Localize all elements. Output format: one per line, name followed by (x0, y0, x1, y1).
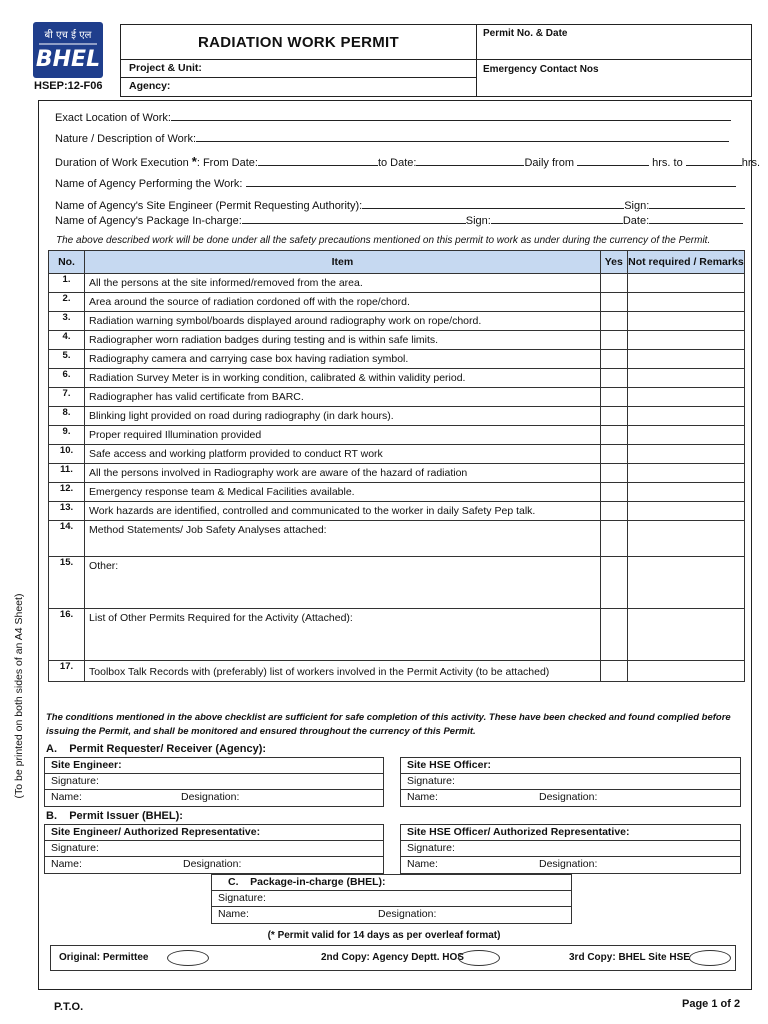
designation-label: Designation: (183, 858, 242, 870)
table-row (49, 350, 745, 369)
row-number: 8. (49, 407, 85, 426)
name-label: Name: (407, 791, 438, 803)
row-number: 3. (49, 312, 85, 331)
row-yes-cell[interactable] (600, 331, 627, 350)
daily-from-label: Daily from (524, 157, 574, 169)
doc-code: HSEP:12-F06 (34, 80, 103, 92)
site-engineer-label: Name of Agency's Site Engineer (Permit Requesting Authority): (55, 200, 363, 212)
row-number: 13. (49, 502, 85, 521)
section-b-right-signature[interactable]: Signature: (401, 841, 740, 857)
section-b-left-box (44, 824, 384, 874)
hrs-label: hrs. (741, 157, 761, 169)
from-date-line[interactable] (258, 155, 378, 166)
row-yes-cell[interactable] (600, 274, 627, 293)
row-remarks-cell[interactable] (627, 350, 744, 369)
row-item: Proper required Illumination provided (85, 426, 601, 445)
table-row (49, 407, 745, 426)
bhel-logo (33, 22, 103, 78)
date-label: Date: (622, 215, 650, 227)
to-date-label: to Date: (377, 157, 417, 169)
table-row (49, 483, 745, 502)
row-item: All the persons involved in Radiography work are aware of the hazard of radiation (85, 464, 601, 483)
row-remarks-cell[interactable] (627, 388, 744, 407)
from-date-label: : From Date: (196, 157, 258, 169)
row-remarks-cell[interactable] (627, 483, 744, 502)
row-remarks-cell[interactable] (627, 426, 744, 445)
section-b-right-title: Site HSE Officer/ Authorized Representative: (401, 825, 740, 841)
table-header-row (49, 251, 745, 274)
hrs-to-label: hrs. to (652, 157, 683, 169)
designation-label: Designation: (539, 791, 598, 803)
row-remarks-cell[interactable] (627, 464, 744, 483)
sign-label: Sign: (624, 200, 650, 212)
row-item: List of Other Permits Required for the Activity (Attached): (85, 609, 601, 661)
row-yes-cell[interactable] (600, 661, 627, 682)
row-remarks-cell[interactable] (627, 331, 744, 350)
section-a-right-box (400, 757, 741, 807)
table-row (49, 521, 745, 557)
section-b-right-box (400, 824, 741, 874)
package-incharge-row[interactable] (55, 213, 743, 227)
agency-field[interactable]: Agency: (121, 78, 477, 96)
row-yes-cell[interactable] (600, 388, 627, 407)
row-yes-cell[interactable] (600, 464, 627, 483)
project-unit-field[interactable]: Project & Unit: (121, 60, 477, 78)
location-line[interactable] (171, 110, 731, 121)
section-a-left-title: Site Engineer: (45, 758, 383, 774)
table-row (49, 312, 745, 331)
table-row (49, 369, 745, 388)
copy-second: 2nd Copy: Agency Deptt. HOS (321, 952, 464, 963)
row-remarks-cell[interactable] (627, 293, 744, 312)
table-row (49, 661, 745, 682)
location-row[interactable] (55, 110, 731, 124)
row-yes-cell[interactable] (600, 483, 627, 502)
side-note (4, 595, 34, 805)
bhel-logo-graphic (33, 22, 103, 78)
duration-star: * (191, 154, 197, 169)
copy-original: Original: Permittee (59, 952, 149, 963)
row-number: 9. (49, 426, 85, 445)
col-yes: Yes (600, 251, 627, 274)
row-number: 14. (49, 521, 85, 557)
section-a-right-name-row[interactable] (401, 790, 740, 806)
table-row (49, 502, 745, 521)
nature-row[interactable] (55, 131, 729, 145)
emergency-contact-field[interactable]: Emergency Contact Nos (483, 64, 599, 75)
pto-label: P.T.O. (54, 1001, 84, 1013)
to-date-line[interactable] (416, 155, 524, 166)
row-remarks-cell[interactable] (627, 609, 744, 661)
section-b-left-name-row[interactable] (45, 857, 383, 873)
row-remarks-cell[interactable] (627, 274, 744, 293)
table-row (49, 557, 745, 609)
nature-label: Nature / Description of Work: (55, 133, 197, 145)
section-a-left-box (44, 757, 384, 807)
col-item: Item (85, 251, 601, 274)
name-label: Name: (51, 791, 82, 803)
row-item: Radiographer has valid certificate from BARC. (85, 388, 601, 407)
row-number: 7. (49, 388, 85, 407)
hrs-to-line[interactable] (686, 155, 742, 166)
location-label: Exact Location of Work: (55, 112, 171, 124)
section-b-left-signature[interactable]: Signature: (45, 841, 383, 857)
row-yes-cell[interactable] (600, 426, 627, 445)
row-remarks-cell[interactable] (627, 502, 744, 521)
package-incharge-label: Name of Agency's Package In-charge: (55, 215, 242, 227)
section-c-signature[interactable]: Signature: (212, 891, 571, 907)
row-yes-cell[interactable] (600, 312, 627, 331)
row-yes-cell[interactable] (600, 521, 627, 557)
table-row (49, 609, 745, 661)
row-item: All the persons at the site informed/removed from the area. (85, 274, 601, 293)
sign-line[interactable] (649, 198, 745, 209)
row-yes-cell[interactable] (600, 293, 627, 312)
row-item: Other: (85, 557, 601, 609)
row-number: 11. (49, 464, 85, 483)
original-oval-checkbox[interactable] (167, 950, 209, 966)
row-item: Radiography camera and carrying case box having radiation symbol. (85, 350, 601, 369)
svg-text:BHEL: BHEL (35, 47, 101, 72)
col-remarks: Not required / Remarks (627, 251, 744, 274)
name-label: Name: (218, 908, 249, 920)
duration-row[interactable] (55, 154, 760, 169)
checklist-body (49, 274, 745, 682)
table-row (49, 274, 745, 293)
row-yes-cell[interactable] (600, 407, 627, 426)
section-a-right-title: Site HSE Officer: (401, 758, 740, 774)
section-c-heading: C. Package-in-charge (BHEL): (212, 875, 571, 891)
table-row (49, 388, 745, 407)
section-a-right-signature[interactable]: Signature: (401, 774, 740, 790)
intro-note: The above described work will be done under all the safety precautions mentioned on this permit to work as under during the currency of the Permit. (56, 235, 711, 246)
page-title: RADIATION WORK PERMIT (121, 25, 477, 60)
row-remarks-cell[interactable] (627, 557, 744, 609)
row-item: Work hazards are identified, controlled and communicated to the worker in daily Safety Pep talk. (85, 502, 601, 521)
row-yes-cell[interactable] (600, 369, 627, 388)
row-number: 12. (49, 483, 85, 502)
table-row (49, 445, 745, 464)
row-item: Safe access and working platform provided to conduct RT work (85, 445, 601, 464)
side-note-text: (To be printed on both sides of an A4 Sheet) (13, 593, 25, 799)
date-line[interactable] (649, 213, 743, 224)
duration-label: Duration of Work Execution (55, 157, 189, 169)
table-row (49, 426, 745, 445)
permit-no-field[interactable]: Permit No. & Date (477, 25, 751, 60)
row-remarks-cell[interactable] (627, 521, 744, 557)
row-number: 17. (49, 661, 85, 682)
section-a-left-name-row[interactable] (45, 790, 383, 806)
row-yes-cell[interactable] (600, 502, 627, 521)
validity-note: (* Permit valid for 14 days as per overleaf format) (267, 930, 501, 941)
row-item: Area around the source of radiation cordoned off with the rope/chord. (85, 293, 601, 312)
section-a-left-signature[interactable]: Signature: (45, 774, 383, 790)
nature-line[interactable] (196, 131, 729, 142)
row-item: Method Statements/ Job Safety Analyses attached: (85, 521, 601, 557)
agency-name-row[interactable] (55, 176, 736, 190)
site-engineer-line[interactable] (362, 198, 624, 209)
header-table (120, 24, 752, 97)
third-oval-checkbox[interactable] (689, 950, 731, 966)
row-number: 15. (49, 557, 85, 609)
agency-name-line[interactable] (246, 176, 736, 187)
row-yes-cell[interactable] (600, 609, 627, 661)
site-engineer-row[interactable] (55, 198, 745, 212)
row-item: Blinking light provided on road during radiography (in dark hours). (85, 407, 601, 426)
section-c-name-row[interactable] (212, 907, 571, 923)
designation-label: Designation: (539, 858, 598, 870)
row-number: 1. (49, 274, 85, 293)
conditions-note: The conditions mentioned in the above checklist are sufficient for safe completion of this activity. These have been checked and found complied before issuing the Permit, and shall be monitored and ensured throughout the currency of this Permit. (46, 712, 731, 737)
row-remarks-cell[interactable] (627, 312, 744, 331)
row-number: 16. (49, 609, 85, 661)
row-yes-cell[interactable] (600, 557, 627, 609)
designation-label: Designation: (181, 791, 240, 803)
row-item: Toolbox Talk Records with (preferably) list of workers involved in the Permit Activity (to be attached) (85, 661, 601, 682)
row-item: Radiographer worn radiation badges during testing and is within safe limits. (85, 331, 601, 350)
designation-label: Designation: (378, 908, 437, 920)
daily-from-line[interactable] (577, 155, 649, 166)
copies-box (50, 945, 736, 971)
section-a-heading: A. Permit Requester/ Receiver (Agency): (46, 743, 267, 755)
row-item: Radiation Survey Meter is in working condition, calibrated & within validity period. (85, 369, 601, 388)
row-remarks-cell[interactable] (627, 661, 744, 682)
col-no: No. (49, 251, 85, 274)
second-oval-checkbox[interactable] (458, 950, 500, 966)
table-row (49, 464, 745, 483)
row-number: 2. (49, 293, 85, 312)
section-b-heading: B. Permit Issuer (BHEL): (46, 810, 183, 822)
row-item: Radiation warning symbol/boards displayed around radiography work on rope/chord. (85, 312, 601, 331)
package-incharge-line[interactable] (242, 213, 466, 224)
row-number: 5. (49, 350, 85, 369)
row-number: 10. (49, 445, 85, 464)
agency-name-label: Name of Agency Performing the Work: (55, 178, 243, 190)
section-c-box (211, 874, 572, 924)
row-yes-cell[interactable] (600, 445, 627, 464)
name-label: Name: (51, 858, 82, 870)
row-remarks-cell[interactable] (627, 445, 744, 464)
copy-third: 3rd Copy: BHEL Site HSE (569, 952, 690, 963)
section-b-left-title: Site Engineer/ Authorized Representative: (45, 825, 383, 841)
table-row (49, 293, 745, 312)
checklist-table (48, 250, 745, 682)
row-number: 4. (49, 331, 85, 350)
name-label: Name: (407, 858, 438, 870)
row-remarks-cell[interactable] (627, 369, 744, 388)
page-number: Page 1 of 2 (682, 998, 741, 1010)
sign2-line[interactable] (491, 213, 623, 224)
row-remarks-cell[interactable] (627, 407, 744, 426)
table-row (49, 331, 745, 350)
row-item: Emergency response team & Medical Facilities available. (85, 483, 601, 502)
row-yes-cell[interactable] (600, 350, 627, 369)
sign2-label: Sign: (465, 215, 491, 227)
section-b-right-name-row[interactable] (401, 857, 740, 873)
svg-text:बी एच ई एल: बी एच ई एल (44, 30, 92, 41)
row-number: 6. (49, 369, 85, 388)
